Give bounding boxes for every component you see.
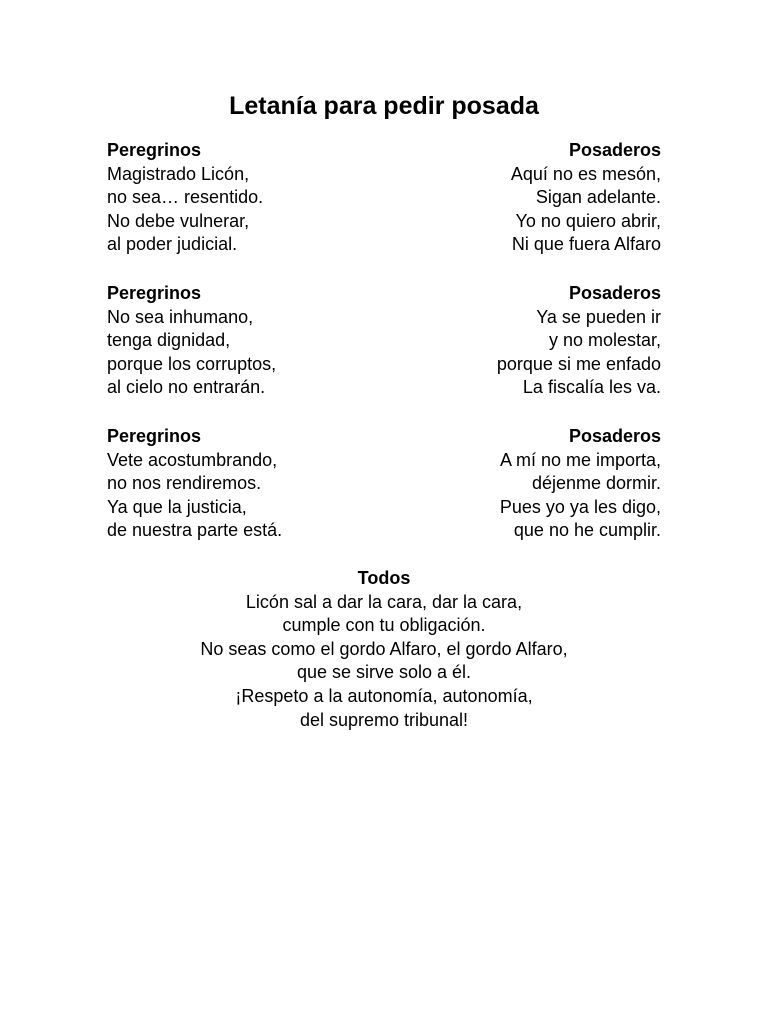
posaderos-line: Aquí no es mesón, xyxy=(510,163,661,184)
peregrinos-line: no nos rendiremos. xyxy=(107,473,262,494)
peregrinos-heading: Peregrinos xyxy=(107,283,202,303)
posaderos-line: Sigan adelante. xyxy=(535,187,661,208)
posaderos-line: porque si me enfado xyxy=(496,353,661,374)
chorus-line: del supremo tribunal! xyxy=(299,709,469,730)
posaderos-line: déjenme dormir. xyxy=(531,473,661,494)
peregrinos-heading: Peregrinos xyxy=(107,426,202,446)
posaderos-column xyxy=(331,282,661,400)
posaderos-column xyxy=(331,139,661,257)
peregrinos-line: tenga dignidad, xyxy=(107,330,231,351)
peregrinos-line: Magistrado Licón, xyxy=(107,163,250,184)
peregrinos-line: al cielo no entrarán. xyxy=(107,377,266,398)
chorus-line: Licón sal a dar la cara, dar la cara, xyxy=(245,591,523,612)
posaderos-heading: Posaderos xyxy=(568,140,661,160)
posaderos-heading: Posaderos xyxy=(568,283,661,303)
posaderos-line: Ya se pueden ir xyxy=(536,306,661,327)
peregrinos-line: Vete acostumbrando, xyxy=(107,449,278,470)
posaderos-column xyxy=(331,425,661,543)
posaderos-line: Yo no quiero abrir, xyxy=(515,210,661,231)
chorus-line: cumple con tu obligación. xyxy=(282,615,486,636)
posaderos-line: que no he cumplir. xyxy=(513,520,661,541)
todos-heading: Todos xyxy=(357,568,411,588)
peregrinos-line: Ya que la justicia, xyxy=(107,496,247,517)
chorus-line: que se sirve solo a él. xyxy=(296,662,472,683)
chorus-todos xyxy=(0,567,768,732)
posaderos-line: Pues yo ya les digo, xyxy=(499,496,661,517)
peregrinos-line: no sea… resentido. xyxy=(107,187,264,208)
peregrinos-line: al poder judicial. xyxy=(107,234,238,255)
peregrinos-line: porque los corruptos, xyxy=(107,353,277,374)
peregrinos-line: No debe vulnerar, xyxy=(107,210,250,231)
chorus-line: ¡Respeto a la autonomía, autonomía, xyxy=(235,685,533,706)
peregrinos-heading: Peregrinos xyxy=(107,140,202,160)
posaderos-line: y no molestar, xyxy=(548,330,661,351)
posaderos-heading: Posaderos xyxy=(568,426,661,446)
posaderos-line: A mí no me importa, xyxy=(499,449,661,470)
peregrinos-line: de nuestra parte está. xyxy=(107,520,283,541)
posaderos-line: La fiscalía les va. xyxy=(522,377,661,398)
chorus-line: No seas como el gordo Alfaro, el gordo Alfaro, xyxy=(200,638,568,659)
peregrinos-line: No sea inhumano, xyxy=(107,306,254,327)
document-title: Letanía para pedir posada xyxy=(229,92,539,120)
posaderos-line: Ni que fuera Alfaro xyxy=(511,234,661,255)
